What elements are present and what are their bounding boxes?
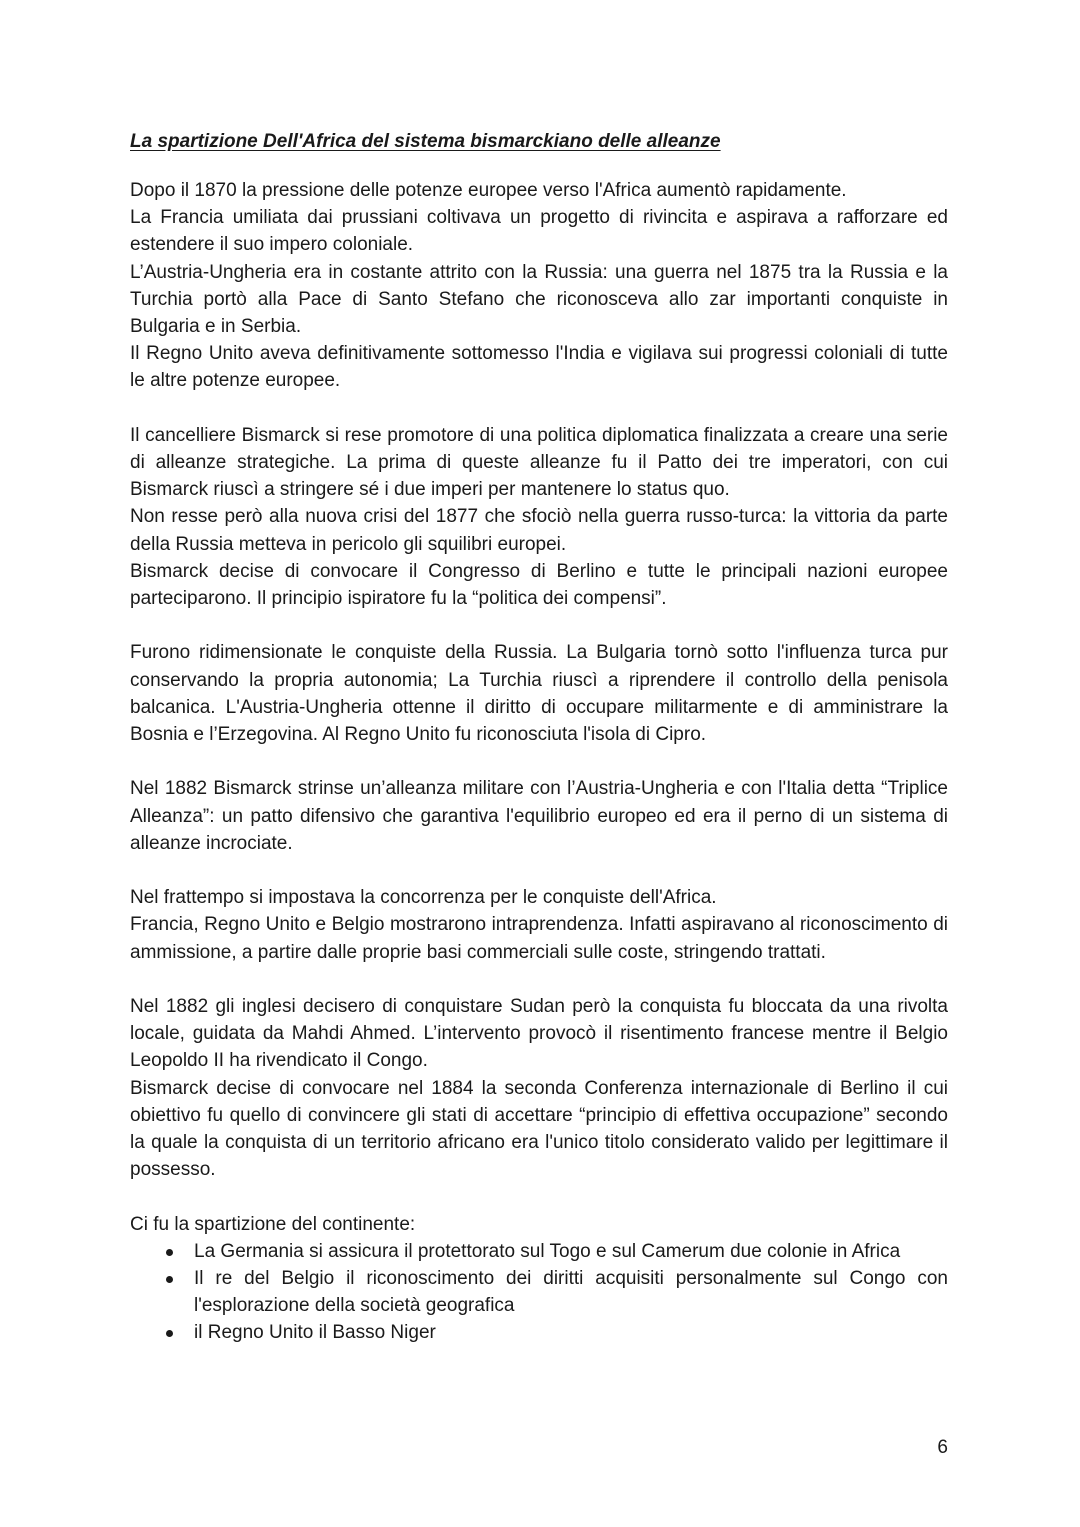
section-bismarck xyxy=(130,422,948,612)
paragraph: L’Austria-Ungheria era in costante attrito con la Russia: una guerra nel 1875 tra la Russia e la Turchia portò alla Pace di Santo Stefano che riconosceva allo zar importanti conquiste in Bulgaria e in Serbia. xyxy=(130,261,948,338)
paragraph-spacer xyxy=(130,966,948,993)
paragraph: Furono ridimensionate le conquiste della Russia. La Bulgaria tornò sotto l'influenza turca pur conservando la propria autonomia; La Turchia riuscì a riprendere il controllo della penisola balcanica. L'Austria-Ungheria ottenne il diritto di occupare militarmente e di amministrare la Bosnia e l’Erzegovina. Al Regno Unito fu riconosciuta l'isola di Cipro. xyxy=(130,642,948,746)
document-page xyxy=(130,128,948,1347)
paragraph: Bismarck decise di convocare nel 1884 la seconda Conferenza internazionale di Berlino il cui obiettivo fu quello di convincere gli stati di accettare “principio di effettiva occupazione” secondo la quale la conquista di un territorio africano era l'unico titolo considerato valido per legittimare il possesso. xyxy=(130,1077,948,1181)
section-intro xyxy=(130,177,948,395)
paragraph: La Francia umiliata dai prussiani coltivava un progetto di rivincita e aspirava a rafforzare ed estendere il suo impero coloniale. xyxy=(130,207,948,256)
paragraph-spacer xyxy=(130,857,948,884)
paragraph-spacer xyxy=(130,1183,948,1210)
partition-list xyxy=(130,1238,948,1347)
paragraph: Il Regno Unito aveva definitivamente sottomesso l'India e vigilava sui progressi coloniali di tutte le altre potenze europee. xyxy=(130,343,948,392)
section-congress xyxy=(130,639,948,748)
section-partition xyxy=(130,1211,948,1347)
paragraph: Non resse però alla nuova crisi del 1877 che sfociò nella guerra russo-turca: la vittoria da parte della Russia metteva in pericolo gli squilibri europei. xyxy=(130,506,948,555)
paragraph: Nel 1882 gli inglesi decisero di conquistare Sudan però la conquista fu bloccata da una rivolta locale, guidata da Mahdi Ahmed. L’intervento provocò il risentimento francese mentre il Belgio Leopoldo II ha rivendicato il Congo. xyxy=(130,996,948,1072)
paragraph-spacer xyxy=(130,748,948,775)
paragraph: Il cancelliere Bismarck si rese promotore di una politica diplomatica finalizzata a creare una serie di alleanze strategiche. La prima di queste alleanze fu il Patto dei tre imperatori, con cui Bismarck riuscì a stringere sé i due imperi per mantenere lo status quo. xyxy=(130,424,948,501)
paragraph: Bismarck decise di convocare il Congresso di Berlino e tutte le principali nazioni europee parteciparono. Il principio ispiratore fu la “politica dei compensi”. xyxy=(130,560,948,610)
paragraph: Dopo il 1870 la pressione delle potenze europee verso l'Africa aumentò rapidamente. xyxy=(130,180,847,201)
list-item: Il re del Belgio il riconoscimento dei diritti acquisiti personalmente sul Congo con l'esplorazione della società geografica xyxy=(194,1265,948,1319)
paragraph: Nel 1882 Bismarck strinse un’alleanza militare con l’Austria-Ungheria e con l'Italia detta “Triplice Alleanza”: un patto difensivo che garantiva l'equilibrio europeo ed era il perno di un sistema di alleanze incrociate. xyxy=(130,778,948,854)
list-item: La Germania si assicura il protettorato sul Togo e sul Camerum due colonie in Africa xyxy=(194,1238,948,1265)
page-number: 6 xyxy=(937,1437,948,1458)
paragraph: Ci fu la spartizione del continente: xyxy=(130,1213,416,1235)
list-item: il Regno Unito il Basso Niger xyxy=(194,1319,948,1346)
section-berlin-conference xyxy=(130,993,948,1183)
paragraph-spacer xyxy=(130,612,948,639)
paragraph: Francia, Regno Unito e Belgio mostrarono intraprendenza. Infatti aspiravano al riconoscimento di ammissione, a partire dalle proprie basi commerciali sulle coste, stringendo trattati. xyxy=(130,914,948,963)
document-title: La spartizione Dell'Africa del sistema bismarckiano delle alleanze xyxy=(130,131,721,152)
section-africa-competition xyxy=(130,884,948,966)
section-triple-alliance xyxy=(130,775,948,857)
paragraph: Nel frattempo si impostava la concorrenza per le conquiste dell'Africa. xyxy=(130,887,717,909)
paragraph-spacer xyxy=(130,395,948,422)
